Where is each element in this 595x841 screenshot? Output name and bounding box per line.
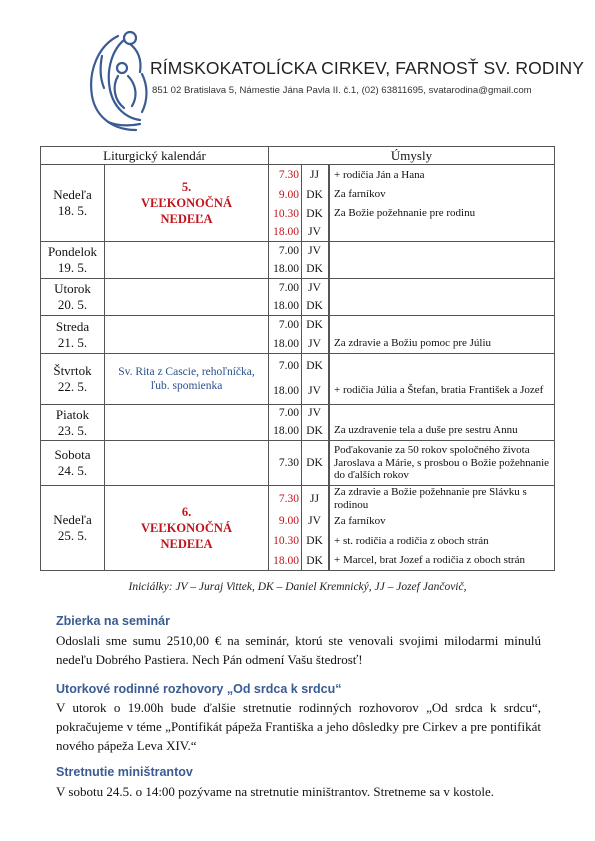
church-name: RÍMSKOKATOLÍCKA CIRKEV, FARNOSŤ SV. RODINY xyxy=(150,58,585,78)
mass-intention: Za Božie požehnanie pre rodinu xyxy=(329,204,554,223)
initials-legend: Iniciálky: JV – Juraj Vittek, DK – Daniel Kremnický, JJ – Jozef Jančovič, xyxy=(128,581,467,593)
day-date: 23. 5. xyxy=(57,422,88,438)
times-cell xyxy=(269,165,329,242)
section-title-altar-servers: Stretnutie miništrantov xyxy=(56,765,193,779)
priest-initials: JV xyxy=(301,279,327,297)
mass-slot xyxy=(269,354,328,377)
priest-initials: DK xyxy=(301,354,327,377)
day-cell xyxy=(41,316,105,354)
times-cell xyxy=(269,242,329,279)
table-row xyxy=(41,486,555,571)
feast-cell xyxy=(105,316,269,354)
mass-intention: Za zdravie a Božiu pomoc pre Júliu xyxy=(329,334,554,353)
priest-initials: JV xyxy=(301,405,327,421)
mass-slot xyxy=(269,421,328,440)
mass-time: 7.00 xyxy=(278,245,299,257)
priest-initials: DK xyxy=(301,421,327,440)
column-header-intentions: Úmysly xyxy=(269,147,555,165)
day-date: 21. 5. xyxy=(57,334,88,350)
mass-slot xyxy=(269,486,328,511)
mass-intention: Za farníkov xyxy=(329,511,554,531)
day-cell xyxy=(41,405,105,441)
day-date: 18. 5. xyxy=(57,203,88,218)
feast-label: 6. VEĽKONOČNÁ NEDEĽA xyxy=(141,505,232,551)
section-text-altar-servers: V sobotu 24.5. o 14:00 pozývame na stretnutie miništrantov. Stretneme sa v kostole. xyxy=(56,784,494,799)
mass-intention: + Marcel, brat Jozef a rodičia z oboch strán xyxy=(329,551,554,570)
column-header-calendar: Liturgický kalendár xyxy=(41,147,269,165)
mass-time: 10.30 xyxy=(273,207,299,220)
mass-time: 18.00 xyxy=(273,554,299,567)
day-name: Pondelok xyxy=(47,244,98,259)
priest-initials: JV xyxy=(301,223,327,241)
priest-initials: DK xyxy=(301,551,327,570)
times-cell xyxy=(269,441,329,486)
day-date: 20. 5. xyxy=(57,297,88,312)
mass-time: 7.30 xyxy=(278,492,299,505)
priest-initials: DK xyxy=(301,441,327,485)
section-text-collection: Odoslali sme sumu 2510,00 € na seminár, ktorú ste venovali svojimi milodarmi minulú nedeľu Dobrého Pastiera. Nech Pán odmení Vašu štedrosť! xyxy=(56,633,541,667)
priest-initials: DK xyxy=(301,260,327,278)
day-cell xyxy=(41,242,105,279)
times-cell xyxy=(269,279,329,316)
priest-initials: DK xyxy=(301,204,327,223)
mass-intention xyxy=(329,242,554,260)
table-row xyxy=(41,165,555,242)
priest-initials: JJ xyxy=(301,165,327,185)
mass-time: 9.00 xyxy=(278,515,299,527)
mass-slot xyxy=(269,260,328,278)
priest-initials: JV xyxy=(301,511,327,531)
mass-intention xyxy=(329,354,554,377)
mass-time: 18.00 xyxy=(273,226,299,238)
day-name: Nedeľa xyxy=(53,187,92,202)
table-row xyxy=(41,279,555,316)
mass-intention: Poďakovanie za 50 rokov spoločného života Jaroslava a Márie, s prosbou o Božie požehnanie do ďalších rokov xyxy=(329,441,554,485)
mass-slot xyxy=(269,531,328,551)
mass-time: 10.30 xyxy=(273,535,299,547)
intentions-cell xyxy=(329,405,555,441)
day-name: Štvrtok xyxy=(53,363,92,378)
times-cell xyxy=(269,316,329,354)
intentions-cell xyxy=(329,316,555,354)
priest-initials: JV xyxy=(301,242,327,260)
mass-slot xyxy=(269,242,328,260)
table-row xyxy=(41,316,555,354)
mass-intention xyxy=(329,405,554,421)
mass-intention xyxy=(329,297,554,315)
header xyxy=(0,0,595,140)
mass-slot xyxy=(269,204,328,223)
feast-label: 5. VEĽKONOČNÁ NEDEĽA xyxy=(141,180,232,226)
table-row xyxy=(41,441,555,486)
intentions-cell xyxy=(329,441,555,486)
mass-intention: Za uzdravenie tela a duše pre sestru Annu xyxy=(329,421,554,440)
mass-time: 18.00 xyxy=(273,384,299,397)
mass-time: 9.00 xyxy=(278,188,299,201)
intentions-cell xyxy=(329,242,555,279)
mass-time: 7.00 xyxy=(278,359,299,372)
intentions-cell xyxy=(329,165,555,242)
mass-slot xyxy=(269,377,328,404)
day-cell xyxy=(41,354,105,405)
mass-time: 7.30 xyxy=(278,457,299,469)
priest-initials: DK xyxy=(301,185,327,204)
mass-time: 18.00 xyxy=(273,263,299,275)
table-row xyxy=(41,354,555,405)
feast-cell xyxy=(105,242,269,279)
day-date: 25. 5. xyxy=(57,528,88,543)
mass-slot xyxy=(269,316,328,334)
table-body xyxy=(41,165,555,571)
feast-cell xyxy=(105,486,269,571)
priest-initials: JV xyxy=(301,377,327,404)
day-cell xyxy=(41,279,105,316)
mass-time: 18.00 xyxy=(273,337,299,350)
feast-cell xyxy=(105,405,269,441)
day-name: Nedeľa xyxy=(53,512,92,527)
mass-slot xyxy=(269,511,328,531)
section-text-family-talks: V utorok o 19.00h bude ďalšie stretnutie rodinných rozhovorov „Od srdca k srdcu“, pokračujeme v téme „Pontifikát pápeža Františka a jeho dôsledky pre Cirkev a pre pontifikát nového pápeža Leva XIV.“ xyxy=(56,700,541,753)
mass-time: 18.00 xyxy=(273,424,299,437)
mass-slot xyxy=(269,223,328,241)
day-name: Piatok xyxy=(55,406,90,422)
mass-slot xyxy=(269,405,328,421)
times-cell xyxy=(269,405,329,441)
mass-slot xyxy=(269,165,328,185)
mass-intention: Za farníkov xyxy=(329,185,554,204)
day-date: 22. 5. xyxy=(57,379,88,394)
feast-cell xyxy=(105,279,269,316)
mass-intention: + rodičia Júlia a Štefan, bratia František a Jozef xyxy=(329,377,554,404)
feast-cell xyxy=(105,441,269,486)
table-row xyxy=(41,242,555,279)
day-date: 19. 5. xyxy=(57,260,88,275)
mass-slot xyxy=(269,551,328,570)
mass-time: 7.00 xyxy=(278,282,299,294)
times-cell xyxy=(269,354,329,405)
mass-slot xyxy=(269,279,328,297)
table-row xyxy=(41,405,555,441)
mass-intention: + rodičia Ján a Hana xyxy=(329,165,554,185)
intentions-cell xyxy=(329,486,555,571)
mass-intention xyxy=(329,279,554,297)
mass-time: 7.00 xyxy=(278,319,299,331)
day-cell xyxy=(41,165,105,242)
mass-slot xyxy=(269,441,328,485)
times-cell xyxy=(269,486,329,571)
holy-family-logo-icon xyxy=(78,26,168,136)
feast-cell xyxy=(105,354,269,405)
priest-initials: JV xyxy=(301,334,327,353)
mass-intention: + st. rodičia a rodičia z oboch strán xyxy=(329,531,554,551)
day-cell xyxy=(41,441,105,486)
priest-initials: DK xyxy=(301,531,327,551)
day-name: Utorok xyxy=(54,281,91,296)
mass-slot xyxy=(269,185,328,204)
mass-intention: Za zdravie a Božie požehnanie pre Slávku s rodinou xyxy=(329,486,554,511)
mass-intention xyxy=(329,260,554,278)
priest-initials: JJ xyxy=(301,486,327,511)
mass-time: 7.00 xyxy=(278,407,299,419)
day-name: Sobota xyxy=(54,447,91,462)
priest-initials: DK xyxy=(301,316,327,334)
section-title-collection: Zbierka na seminár xyxy=(56,614,170,628)
feast-label: Sv. Rita z Cascie, rehoľníčka, ľub. spomienka xyxy=(118,366,255,392)
mass-slot xyxy=(269,297,328,315)
mass-time: 7.30 xyxy=(278,169,299,181)
church-address: 851 02 Bratislava 5, Námestie Jána Pavla II. č.1, (02) 63811695, svatarodina@gmail.com xyxy=(152,85,532,96)
mass-slot xyxy=(269,334,328,353)
intentions-cell xyxy=(329,279,555,316)
feast-cell xyxy=(105,165,269,242)
day-date: 24. 5. xyxy=(57,463,88,478)
intentions-cell xyxy=(329,354,555,405)
day-name: Streda xyxy=(55,318,90,334)
mass-time: 18.00 xyxy=(273,300,299,312)
priest-initials: DK xyxy=(301,297,327,315)
liturgical-table xyxy=(40,146,555,571)
mass-intention xyxy=(329,316,554,334)
mass-intention xyxy=(329,223,554,241)
day-cell xyxy=(41,486,105,571)
section-title-family-talks: Utorkové rodinné rozhovory „Od srdca k srdcu“ xyxy=(56,682,342,696)
